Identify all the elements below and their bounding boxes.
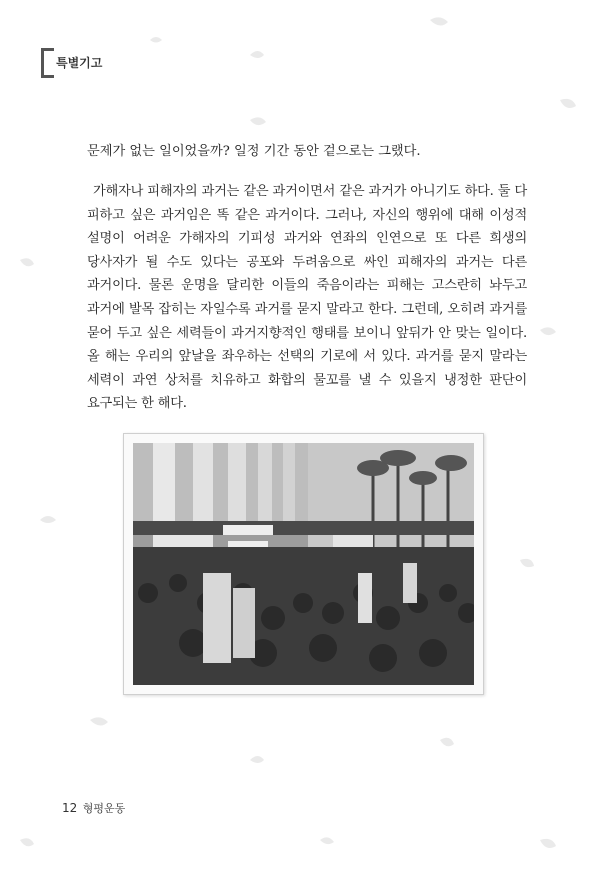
magazine-name: 형평운동 [82, 802, 126, 815]
section-bracket [41, 48, 54, 78]
photo-frame [123, 433, 484, 695]
page-footer [62, 800, 125, 816]
lead-sentence: 문제가 없는 일이었을까? 일정 기간 동안 겉으로는 그랬다. [87, 144, 421, 159]
section-label: 특별기고 [56, 56, 103, 70]
article-paragraph: 가해자나 피해자의 과거는 같은 과거이면서 같은 과거가 아니기도 하다. 둘 다 피하고 싶은 과거임은 똑 같은 과거이다. 그러나, 자신의 행위에 대해 이성적 설명이 어려운 가해자의 기피성 과거와 연좌의 인연으로 또 다른 희생의 당사자가 될 수도 있다는 공포와 두려움으로 싸인 피해자의 과거는 다른 과거이다. 물론 운명을 달리한 이들의 죽음이라는 피해는 고스란히 놔두고 과거에 발목 잡히는 자일수록 과거를 묻지 말라고 한다. 그런데, 오히려 과거를 묻어 두고 싶은 세력들이 과거지향적인 행태를 보이니 앞뒤가 안 맞는 일이다. 올 해는 우리의 앞날을 좌우하는 선택의 기로에 서 있다. 과거를 묻지 말라는 세력이 과연 상처를 치유하고 화합의 물꼬를 낼 수 있을지 냉정한 판단이 요구되는 한 해다. [87, 184, 527, 412]
rally-photo [133, 443, 474, 685]
section-tag [41, 48, 111, 78]
page-number: 12 [62, 801, 78, 815]
